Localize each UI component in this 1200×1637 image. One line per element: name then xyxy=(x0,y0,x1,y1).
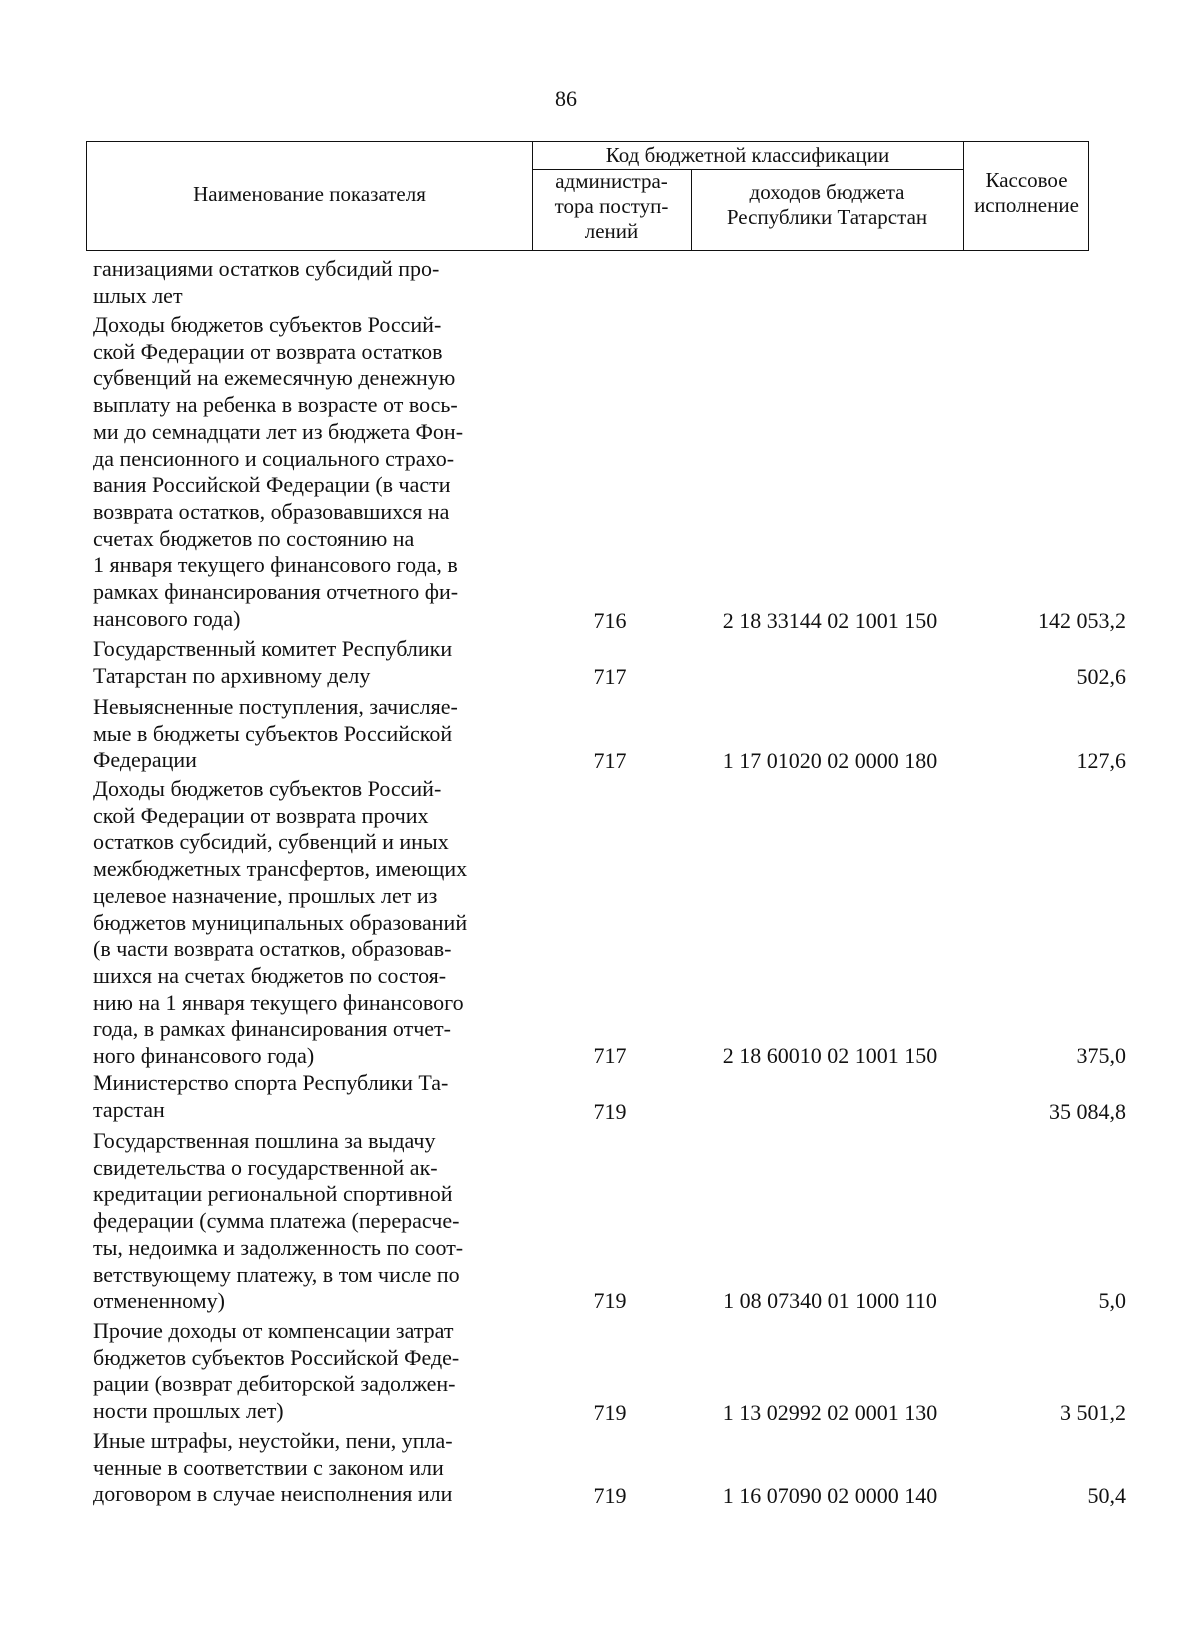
row-income-code: 2 18 33144 02 1001 150 xyxy=(722,608,938,633)
header-income-column: доходов бюджета Республики Татарстан xyxy=(726,180,928,229)
row-name-line: выплату на ребенка в возрасте от вось- xyxy=(93,392,458,418)
row-amount: 127,6 xyxy=(1076,748,1126,773)
row-name-line: 1 января текущего финансового года, в xyxy=(93,552,458,578)
row-name-line: шихся на счетах бюджетов по состоя- xyxy=(93,962,447,988)
row-name-line: ности прошлых лет) xyxy=(93,1398,284,1424)
page-number: 86 xyxy=(555,86,577,111)
row-income-code: 1 08 07340 01 1000 110 xyxy=(723,1288,937,1313)
row-name-line: ты, недоимка и задолженность по соот- xyxy=(93,1234,464,1260)
row-name-line: да пенсионного и социального страхо- xyxy=(93,445,455,471)
row-name-line: Татарстан по архивному делу xyxy=(93,662,371,688)
row-name-line: Доходы бюджетов субъектов Россий- xyxy=(93,312,442,337)
row-name-line: бюджетов муниципальных образований xyxy=(93,909,468,935)
row-name-line: шлых лет xyxy=(93,282,183,308)
header-code-group: Код бюджетной классификации xyxy=(605,143,890,167)
row-name-line: (в части возврата остатков, образовав- xyxy=(93,936,452,962)
row-name-line: рации (возврат дебиторской задолжен- xyxy=(93,1371,456,1397)
row-name-line: вания Российской Федерации (в части xyxy=(93,472,451,498)
row-name-line: ного финансового года) xyxy=(93,1043,315,1069)
row-name-line: Невыясненные поступления, зачисляе- xyxy=(93,694,458,719)
row-admin-code: 719 xyxy=(593,1400,627,1425)
row-name-line: Доходы бюджетов субъектов Россий- xyxy=(93,776,442,801)
row-name-line: Иные штрафы, неустойки, пени, упла- xyxy=(93,1428,453,1453)
row-name xyxy=(93,776,523,1070)
row-name-line: рамках финансирования отчетного фи- xyxy=(93,579,459,605)
row-name-line: ской Федерации от возврата остатков xyxy=(93,338,443,364)
row-admin-code: 719 xyxy=(593,1288,627,1313)
row-amount: 50,4 xyxy=(1087,1483,1126,1508)
row-income-code: 1 17 01020 02 0000 180 xyxy=(722,748,938,773)
row-name-line: федерации (сумма платежа (перерасче- xyxy=(93,1208,460,1234)
row-name-line: Федерации xyxy=(93,747,197,773)
row-name-line: мые в бюджеты субъектов Российской xyxy=(93,720,453,746)
row-name xyxy=(93,636,523,689)
row-name-line: нию на 1 января текущего финансового xyxy=(93,989,464,1015)
row-name-line: ганизациями остатков субсидий про- xyxy=(93,256,440,281)
header-name-column: Наименование показателя xyxy=(193,182,426,206)
row-admin-code: 719 xyxy=(593,1483,627,1508)
row-admin-code: 717 xyxy=(593,748,627,773)
row-admin-code: 717 xyxy=(593,1043,627,1068)
row-amount: 35 084,8 xyxy=(1049,1099,1126,1124)
header-admin-column: администра- тора поступ- лений xyxy=(554,169,669,243)
header-amount-column: Кассовое исполнение xyxy=(974,168,1079,217)
row-name-line: нансового года) xyxy=(93,605,241,631)
row-name-line: отмененному) xyxy=(93,1288,225,1314)
row-name xyxy=(93,1128,523,1315)
row-amount: 3 501,2 xyxy=(1060,1400,1126,1425)
row-amount: 375,0 xyxy=(1076,1043,1126,1068)
row-admin-code: 717 xyxy=(593,664,627,689)
row-admin-code: 716 xyxy=(593,608,627,633)
row-name-line: договором в случае неисполнения или xyxy=(93,1481,453,1507)
row-amount: 142 053,2 xyxy=(1038,608,1126,633)
row-name-line: кредитации региональной спортивной xyxy=(93,1181,453,1207)
row-name-line: Министерство спорта Республики Та- xyxy=(93,1070,449,1095)
row-name-line: остатков субсидий, субвенций и иных xyxy=(93,829,449,855)
row-name-line: ми до семнадцати лет из бюджета Фон- xyxy=(93,418,464,444)
row-name-line: бюджетов субъектов Российской Феде- xyxy=(93,1344,460,1370)
row-name-line: тарстан xyxy=(93,1096,165,1122)
row-name-line: межбюджетных трансфертов, имеющих xyxy=(93,856,468,882)
row-income-code: 1 16 07090 02 0000 140 xyxy=(722,1483,938,1508)
table-header xyxy=(86,141,1089,251)
row-name-line: ченные в соответствии с законом или xyxy=(93,1454,444,1480)
row-income-code: 1 13 02992 02 0001 130 xyxy=(722,1400,938,1425)
row-admin-code: 719 xyxy=(593,1099,627,1124)
row-name xyxy=(93,256,523,309)
row-name xyxy=(93,312,523,632)
row-name-line: года, в рамках финансирования отчет- xyxy=(93,1016,451,1042)
row-name xyxy=(93,1428,523,1508)
row-income-code: 2 18 60010 02 1001 150 xyxy=(722,1043,938,1068)
row-amount: 502,6 xyxy=(1076,664,1126,689)
row-name-line: ветствующему платежу, в том числе по xyxy=(93,1261,460,1287)
row-name-line: целевое назначение, прошлых лет из xyxy=(93,882,438,908)
row-name-line: субвенций на ежемесячную денежную xyxy=(93,365,456,391)
row-amount: 5,0 xyxy=(1098,1288,1126,1313)
row-name-line: возврата остатков, образовавшихся на xyxy=(93,498,450,524)
row-name-line: Государственная пошлина за выдачу xyxy=(93,1128,436,1153)
row-name xyxy=(93,1318,523,1425)
row-name-line: Государственный комитет Республики xyxy=(93,636,453,661)
row-name-line: ской Федерации от возврата прочих xyxy=(93,802,429,828)
row-name xyxy=(93,1070,523,1123)
row-name-line: Прочие доходы от компенсации затрат xyxy=(93,1318,454,1343)
row-name xyxy=(93,694,523,774)
row-name-line: свидетельства о государственной ак- xyxy=(93,1154,438,1180)
row-name-line: счетах бюджетов по состоянию на xyxy=(93,525,415,551)
